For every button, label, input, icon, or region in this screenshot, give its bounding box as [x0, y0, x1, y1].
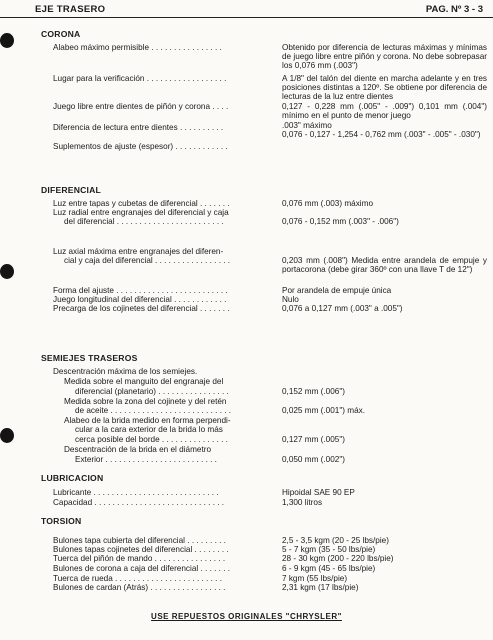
spec-value: 0,127 mm (.005"): [282, 435, 345, 444]
page-header: [0, 3, 493, 18]
spec-label: cular a la cara exterior de la brida lo más: [75, 425, 223, 434]
page-footer: USE REPUESTOS ORIGINALES "CHRYSLER": [151, 612, 342, 621]
spec-label: Medida sobre el manguito del engranaje del: [64, 377, 224, 386]
spec-value: 1,300 litros: [282, 498, 323, 507]
spec-label: Bulones tapas cojinetes del diferencial . . . . . . . .: [53, 545, 229, 554]
spec-value: Hipoidal SAE 90 EP: [282, 488, 355, 497]
spec-label: Bulones tapa cubierta del diferencial . . . . . . . . .: [53, 536, 226, 545]
spec-label: Descentración máxima de los semiejes.: [53, 367, 198, 376]
spec-label: Precarga de los cojinetes del diferencial . . . . . . .: [53, 304, 230, 313]
spec-label: Luz entre tapas y cubetas de diferencial . . . . . . .: [53, 199, 230, 208]
spec-label: de aceite . . . . . . . . . . . . . . . . . . . . . . . . . . .: [75, 406, 232, 415]
spec-value: Por arandela de empuje única: [282, 286, 392, 295]
spec-label: cerca posible del borde . . . . . . . . . . . . . . .: [75, 435, 228, 444]
spec-label: cial y caja del diferencial . . . . . . . . . . . . . . . . .: [64, 256, 231, 265]
spec-value: 0,076 - 0,152 mm (.003" - .006"): [282, 217, 399, 226]
page-number: PAG. Nº 3 - 3: [425, 4, 483, 15]
section-title-corona: CORONA: [41, 29, 81, 39]
spec-label: Juego longitudinal del diferencial . . . . . . . . . . . .: [53, 295, 227, 304]
spec-label: Luz axial máxima entre engranajes del diferen-: [53, 247, 224, 256]
spec-label: Juego libre entre dientes de piñón y corona . . . .: [53, 102, 229, 111]
spec-label: Luz radial entre engranajes del diferencial y caja: [53, 208, 229, 217]
spec-label: Lubricante . . . . . . . . . . . . . . . . . . . . . . . . . . . .: [53, 488, 219, 497]
section-title-torsion: TORSION: [41, 516, 82, 526]
spec-label: Tuerca del piñón de mando . . . . . . . . . . . . . . . .: [53, 554, 226, 563]
spec-value: 0,025 mm (.001") máx.: [282, 406, 365, 415]
spec-value: 5 - 7 kgm (35 - 50 lbs/pie): [282, 545, 376, 554]
binder-hole: [0, 428, 14, 443]
spec-value: 0,050 mm (.002"): [282, 455, 345, 464]
spec-label: Diferencia de lectura entre dientes . . . . . . . . . .: [53, 123, 224, 132]
binder-hole: [0, 264, 14, 279]
spec-value: .003" máximo: [282, 121, 332, 130]
spec-value: 0,076 - 0,127 - 1,254 - 0,762 mm (.003" - .005" - .030"): [282, 130, 481, 139]
spec-label: Medida sobre la zona del cojinete y del retén: [64, 397, 227, 406]
spec-value: 2,5 - 3,5 kgm (20 - 25 lbs/pie): [282, 536, 389, 545]
spec-value: A 1/8" del talón del diente en marcha adelante y en tres posiciones distintas a 120º. Se obtiene por diferencia de lecturas de la luz entre dientes: [282, 74, 487, 102]
spec-label: Descentración de la brida en el diámetro: [64, 445, 212, 454]
spec-label: Exterior . . . . . . . . . . . . . . . . . . . . . . . . .: [75, 455, 217, 464]
spec-label: Capacidad . . . . . . . . . . . . . . . . . . . . . . . . . . . . .: [53, 498, 225, 507]
binder-hole: [0, 33, 14, 48]
spec-label: del diferencial . . . . . . . . . . . . . . . . . . . . . . . .: [64, 217, 224, 226]
spec-value: 2,31 kgm (17 lbs/pie): [282, 583, 359, 592]
spec-label: Bulones de corona a caja del diferencial . . . . . . .: [53, 564, 231, 573]
header-title: EJE TRASERO: [35, 4, 106, 15]
spec-label: Alabeo de la brida medido en forma perpendi-: [64, 416, 231, 425]
spec-label: Lugar para la verificación . . . . . . . . . . . . . . . . . .: [53, 74, 227, 83]
section-title-semiejes: SEMIEJES TRASEROS: [41, 353, 138, 363]
spec-value: 0,203 mm (.008") Medida entre arandela de empuje y portacorona (debe girar 360º con una llave T de 12"): [282, 256, 487, 275]
spec-label: diferencial (planetario) . . . . . . . . . . . . . . . .: [75, 387, 229, 396]
spec-label: Alabeo máximo permisible . . . . . . . . . . . . . . . .: [53, 43, 222, 52]
spec-value: 0,127 - 0,228 mm (.005" - .009") 0,101 mm (.004") mínimo en el punto de menor juego: [282, 102, 487, 121]
spec-value: 0,152 mm (.006"): [282, 387, 345, 396]
spec-label: Tuerca de rueda . . . . . . . . . . . . . . . . . . . . . . . .: [53, 574, 222, 583]
spec-value: 7 kgm (55 lbs/pie): [282, 574, 348, 583]
spec-label: Bulones de cardan (Atrás) . . . . . . . . . . . . . . . . .: [53, 583, 226, 592]
spec-value: 28 - 30 kgm (200 - 220 lbs/pie): [282, 554, 394, 563]
spec-value: Obtenido por diferencia de lecturas máximas y mínimas de juego libre entre piñón y corona. No debe sobrepasar los 0,076 mm (.003"): [282, 43, 487, 71]
spec-value: Nulo: [282, 295, 299, 304]
spec-value: 0,076 mm (.003) máximo: [282, 199, 374, 208]
spec-label: Suplementos de ajuste (espesor) . . . . . . . . . . . .: [53, 142, 228, 151]
spec-value: 6 - 9 kgm (45 - 65 lbs/pie): [282, 564, 376, 573]
section-title-lubricacion: LUBRICACION: [41, 473, 104, 483]
section-title-diferencial: DIFERENCIAL: [41, 185, 101, 195]
spec-label: Forma del ajuste . . . . . . . . . . . . . . . . . . . . . . . . .: [53, 286, 228, 295]
spec-value: 0,076 a 0,127 mm (.003" a .005"): [282, 304, 403, 313]
